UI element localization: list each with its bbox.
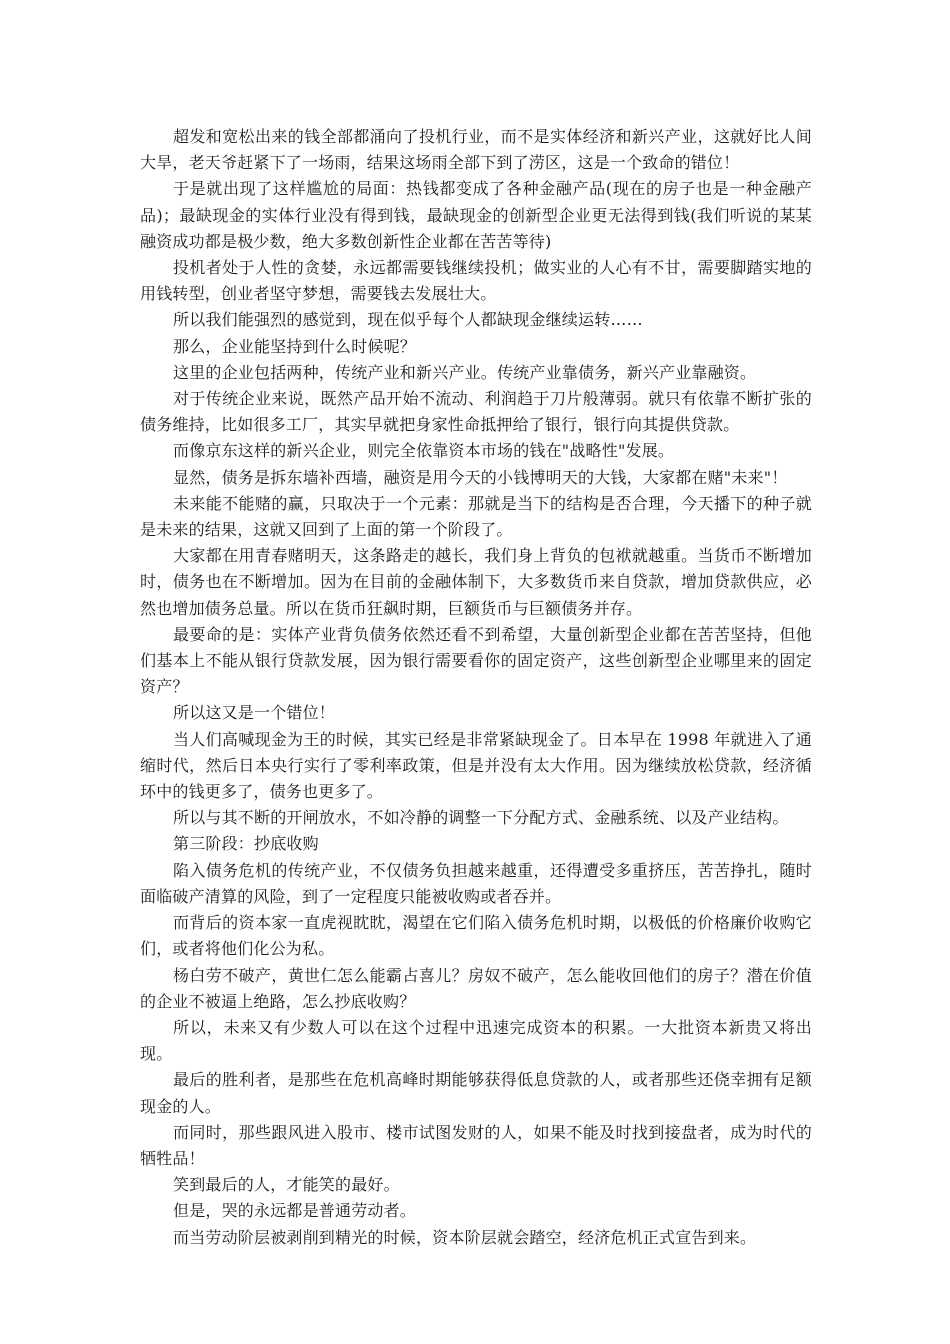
paragraph: 最要命的是：实体产业背负债务依然还看不到希望，大量创新型企业都在苦苦坚持，但他们基本上不能从银行贷款发展，因为银行需要看你的固定资产，这些创新型企业哪里来的固定资产？ <box>140 624 812 697</box>
paragraph: 显然，债务是拆东墙补西墙，融资是用今天的小钱博明天的大钱，大家都在赌"未来"！ <box>173 467 788 487</box>
document-body <box>140 124 812 1251</box>
paragraph: 而当劳动阶层被剥削到精光的时候，资本阶层就会踏空，经济危机正式宣告到来。 <box>173 1227 757 1247</box>
paragraph: 这里的企业包括两种，传统产业和新兴产业。传统产业靠债务，新兴产业靠融资。 <box>173 362 757 382</box>
paragraph: 而像京东这样的新兴企业，则完全依靠资本市场的钱在"战略性"发展。 <box>173 441 675 461</box>
paragraph: 而同时，那些跟风进入股市、楼市试图发财的人，如果不能及时找到接盘者，成为时代的牺牲品！ <box>140 1122 812 1168</box>
paragraph: 笑到最后的人，才能笑的最好。 <box>173 1175 400 1195</box>
paragraph: 对于传统企业来说，既然产品开始不流动、利润趋于刀片般薄弱。就只有依靠不断扩张的债务维持，比如很多工厂，其实早就把身家性命抵押给了银行，银行向其提供贷款。 <box>140 389 812 435</box>
paragraph: 最后的胜利者，是那些在危机高峰时期能够获得低息贷款的人，或者那些还侥幸拥有足额现金的人。 <box>140 1070 812 1116</box>
paragraph: 陷入债务危机的传统产业，不仅债务负担越来越重，还得遭受多重挤压，苦苦挣扎，随时面临破产清算的风险，到了一定程度只能被收购或者吞并。 <box>140 860 812 906</box>
section-heading: 第三阶段：抄底收购 <box>173 834 319 854</box>
paragraph: 于是就出现了这样尴尬的局面：热钱都变成了各种金融产品(现在的房子也是一种金融产品)；最缺现金的实体行业没有得到钱，最缺现金的创新型企业更无法得到钱(我们听说的某某融资成功都是极少数，绝大多数创新性企业都在苦苦等待) <box>140 179 812 251</box>
paragraph: 投机者处于人性的贪婪，永远都需要钱继续投机；做实业的人心有不甘，需要脚踏实地的用钱转型，创业者坚守梦想，需要钱去发展壮大。 <box>140 258 812 304</box>
paragraph: 杨白劳不破产，黄世仁怎么能霸占喜儿？房奴不破产，怎么能收回他们的房子？潜在价值的企业不被逼上绝路，怎么抄底收购？ <box>140 965 812 1011</box>
paragraph: 所以，未来又有少数人可以在这个过程中迅速完成资本的积累。一大批资本新贵又将出现。 <box>140 1017 812 1064</box>
paragraph: 所以与其不断的开闸放水，不如冷静的调整一下分配方式、金融系统、以及产业结构。 <box>173 808 789 828</box>
paragraph: 大家都在用青春赌明天，这条路走的越长，我们身上背负的包袱就越重。当货币不断增加时，债务也在不断增加。因为在目前的金融体制下，大多数货币来自贷款，增加贷款供应，必然也增加债务总量。所以在货币狂飙时期，巨额货币与巨额债务并存。 <box>140 546 812 618</box>
paragraph: 未来能不能赌的赢，只取决于一个元素：那就是当下的结构是否合理，今天播下的种子就是未来的结果，这就又回到了上面的第一个阶段了。 <box>140 493 812 540</box>
paragraph: 那么，企业能坚持到什么时候呢？ <box>173 336 417 356</box>
paragraph: 但是，哭的永远都是普通劳动者。 <box>173 1201 417 1221</box>
paragraph: 所以这又是一个错位！ <box>173 703 336 723</box>
paragraph: 当人们高喊现金为王的时候，其实已经是非常紧缺现金了。日本早在 1998 年就进入了通缩时代，然后日本央行实行了零利率政策，但是并没有太大作用。因为继续放松贷款，经济循环中的钱更多了，债务也更多了。 <box>140 729 812 802</box>
paragraph: 所以我们能强烈的感觉到，现在似乎每个人都缺现金继续运转…… <box>173 310 643 330</box>
paragraph: 而背后的资本家一直虎视眈眈，渴望在它们陷入债务危机时期，以极低的价格廉价收购它们，或者将他们化公为私。 <box>140 913 812 959</box>
paragraph: 超发和宽松出来的钱全部都涌向了投机行业，而不是实体经济和新兴产业，这就好比人间大旱，老天爷赶紧下了一场雨，结果这场雨全部下到了涝区，这是一个致命的错位！ <box>140 127 812 173</box>
